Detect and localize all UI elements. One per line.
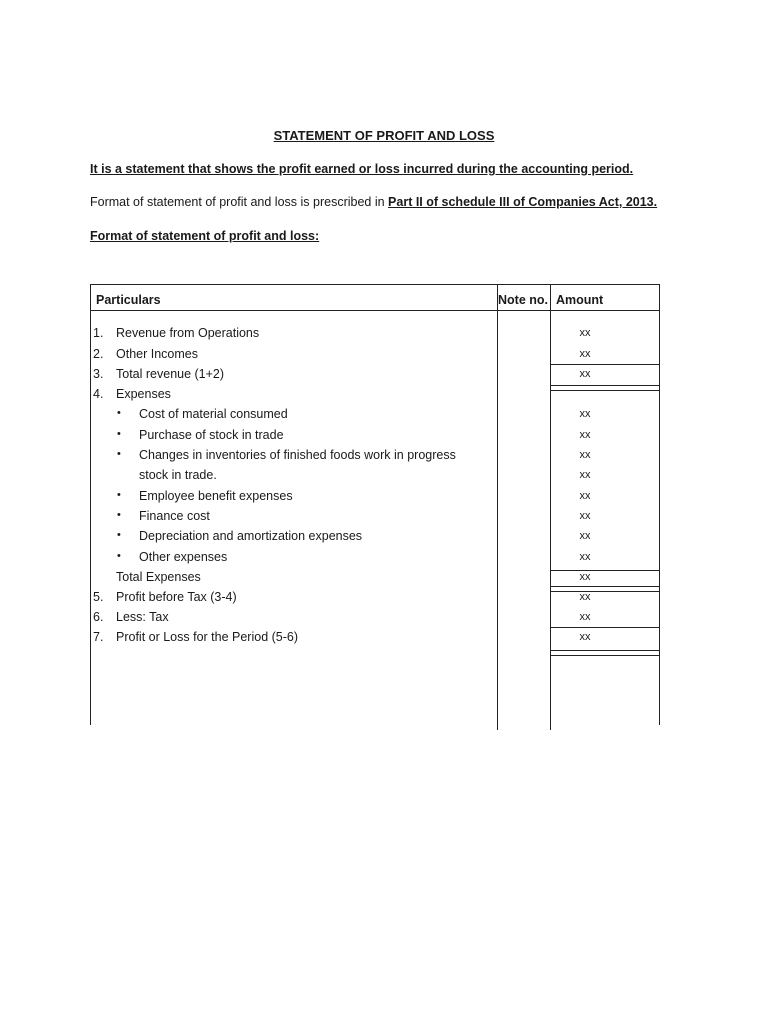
format-reference: Part II of schedule III of Companies Act, 2013. bbox=[388, 195, 658, 209]
definition-text: It is a statement that shows the profit earned or loss incurred during the accounting period. bbox=[90, 162, 634, 176]
format-heading: Format of statement of profit and loss: bbox=[90, 229, 320, 243]
row-amount: xx bbox=[579, 408, 591, 420]
bullet-icon: • bbox=[117, 428, 121, 440]
bullet-icon: • bbox=[117, 550, 121, 562]
row-label: stock in trade. bbox=[139, 468, 217, 482]
bullet-icon: • bbox=[117, 448, 121, 460]
table-row bbox=[0, 529, 768, 549]
row-label: Purchase of stock in trade bbox=[139, 428, 284, 442]
row-label: Less: Tax bbox=[116, 610, 169, 624]
row-number: 6. bbox=[93, 610, 104, 624]
table-row bbox=[0, 407, 768, 427]
row-label: Revenue from Operations bbox=[116, 326, 260, 340]
bullet-icon: • bbox=[117, 529, 121, 541]
row-amount: xx bbox=[579, 469, 591, 481]
row-number: 2. bbox=[93, 347, 104, 361]
document-title: STATEMENT OF PROFIT AND LOSS bbox=[273, 128, 495, 143]
row-number: 4. bbox=[93, 387, 104, 401]
bullet-icon: • bbox=[117, 509, 121, 521]
row-label: Depreciation and amortization expenses bbox=[139, 529, 363, 543]
row-amount: xx bbox=[579, 490, 591, 502]
row-amount: xx bbox=[579, 449, 591, 461]
table-row bbox=[0, 387, 768, 407]
table-row bbox=[0, 590, 768, 610]
header-note-no: Note no. bbox=[498, 293, 548, 307]
row-amount: xx bbox=[579, 571, 591, 583]
row-label: Employee benefit expenses bbox=[139, 489, 293, 503]
format-text-lead: Format of statement of profit and loss is prescribed in bbox=[90, 195, 389, 209]
row-amount: xx bbox=[579, 510, 591, 522]
row-amount: xx bbox=[579, 368, 591, 380]
row-number: 1. bbox=[93, 326, 104, 340]
table-top-border bbox=[90, 284, 660, 285]
row-number: 7. bbox=[93, 630, 104, 644]
row-label: Profit before Tax (3-4) bbox=[116, 590, 237, 604]
table-row bbox=[0, 610, 768, 630]
final-double-line-2 bbox=[550, 655, 659, 656]
table-row bbox=[0, 448, 768, 468]
table-row bbox=[0, 428, 768, 448]
header-amount: Amount bbox=[556, 293, 604, 307]
row-label: Expenses bbox=[116, 387, 171, 401]
row-amount: xx bbox=[579, 591, 591, 603]
final-double-line-1 bbox=[550, 650, 659, 651]
table-row bbox=[0, 347, 768, 367]
row-label: Profit or Loss for the Period (5-6) bbox=[116, 630, 299, 644]
row-number: 5. bbox=[93, 590, 104, 604]
header-bottom-border bbox=[90, 310, 660, 311]
table-row bbox=[0, 489, 768, 509]
row-label: Total Expenses bbox=[116, 570, 201, 584]
table-row bbox=[0, 509, 768, 529]
table-row bbox=[0, 570, 768, 590]
row-amount: xx bbox=[579, 530, 591, 542]
row-label: Finance cost bbox=[139, 509, 210, 523]
header-particulars: Particulars bbox=[96, 293, 161, 307]
table-row bbox=[0, 550, 768, 570]
row-amount: xx bbox=[579, 327, 591, 339]
table-row bbox=[0, 630, 768, 650]
table-row bbox=[0, 326, 768, 346]
bullet-icon: • bbox=[117, 407, 121, 419]
row-amount: xx bbox=[579, 631, 591, 643]
row-label: Other expenses bbox=[139, 550, 228, 564]
row-amount: xx bbox=[579, 611, 591, 623]
row-number: 3. bbox=[93, 367, 104, 381]
table-row bbox=[0, 367, 768, 387]
row-amount: xx bbox=[579, 551, 591, 563]
bullet-icon: • bbox=[117, 489, 121, 501]
table-row bbox=[0, 468, 768, 488]
row-label: Cost of material consumed bbox=[139, 407, 288, 421]
row-amount: xx bbox=[579, 348, 591, 360]
row-label: Changes in inventories of finished foods work in progress bbox=[139, 448, 456, 462]
row-amount: xx bbox=[579, 429, 591, 441]
format-text bbox=[90, 195, 657, 209]
row-label: Other Incomes bbox=[116, 347, 198, 361]
row-label: Total revenue (1+2) bbox=[116, 367, 225, 381]
